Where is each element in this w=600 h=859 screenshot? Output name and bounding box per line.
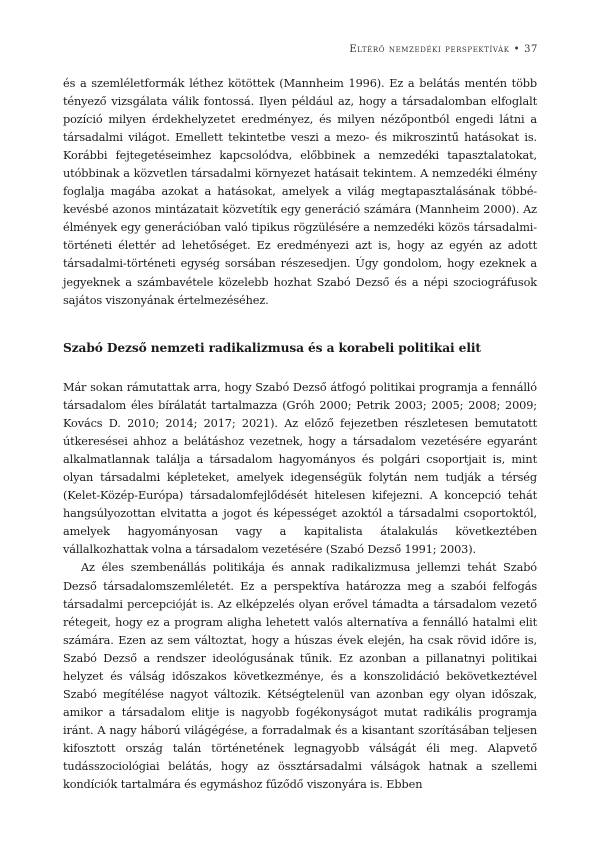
section-heading: Szabó Dezső nemzeti radikalizmusa és a korabeli politikai elit bbox=[63, 341, 481, 355]
body-paragraph: Már sokan rámutattak arra, hogy Szabó Dezső átfogó politikai programja a fennálló társadalom éles bírálatát tartalmazza (Gróh 2000; Petrik 2003; 2005; 2008; 2009; Kovács D. 2010; 2014; 2017; 2021). Az előző fejezetben részletesen bemutatott útkeresései ahhoz a belátáshoz vezetnek, hogy a társadalom vezetésére egyaránt alkalmatlannak találja a társadalom hagyományos és polgári csoportjait is, mint olyan társadalmi képleteket, amelyek idegenségük folytán nem tudják a térség (Kelet-Közép-Európa) társadalomfejlődését hitelesen kifejezni. A koncepció tehát hangsúlyozottan elvitatta a jogot és képességet azoktól a társadalmi csoportoktól, amelyek hagyományosan vagy a kapitalista átalakulás következtében vállalkozhattak volna a társadalom vezetésére (Szabó Dezső 1991; 2003). bbox=[63, 381, 537, 557]
page-number: 37 bbox=[524, 44, 538, 55]
body-paragraph: és a szemléletformák léthez kötöttek (Mannheim 1996). Ez a belátás mentén több tényező vizsgálata válik fontossá. Ilyen például az, hogy a társadalomban elfoglalt pozíció milyen érdekhelyzetet eredményez, és milyen nézőpontból engedi látni a társadalmi világot. Emellett tekintetbe veszi a mezo- és mikroszintű hatásokat is. Korábbi fejtegetéseimhez kapcsolódva, előbbinek a nemzedéki tapasztalatokat, utóbbinak a közvetlen társadalmi környezet hatásait tekintem. A nemzedéki élmény foglalja magába azokat a hatásokat, amelyek a világ megtapasztalásának többé-kevésbé azonos mintázatait közvetítik egy generáció számára (Mannheim 2000). Az élmények egy generációban való tipikus rögzülésére a nemzedéki közös társadalmi-történeti élettér ad lehetőséget. Ez eredményezi azt is, hogy az egyén az adott társadalmi-történeti egység sorsában részesedjen. Úgy gondolom, hogy ezeknek a jegyeknek a számbavétele közelebb hozhat Szabó Dezső és a népi szociográfusok sajátos viszonyának értelmezéséhez. bbox=[63, 77, 537, 307]
section-body bbox=[63, 379, 537, 794]
running-head bbox=[349, 44, 538, 55]
body-paragraph: Az éles szembenállás politikája és annak radikalizmusa jellemzi tehát Szabó Dezső társadalomszemléletét. Ez a perspektíva határozza meg a szabói felfogás társadalmi percepcióját is. Az elképzelés olyan erővel támadta a társadalom vezető rétegeit, hogy ez a program aligha lehetett valós alternatíva a fennálló hatalmi elit számára. Ezen az sem változtat, hogy a húszas évek elején, ha csak rövid időre is, Szabó Dezső a rendszer ideológusának tűnik. Ez azonban a pillanatnyi politikai helyzet és válság időszakos következménye, és a konszolidáció bekövetkeztével Szabó megítélése nagyot változik. Kétségtelenül van azonban egy olyan időszak, amikor a társadalom elitje is nagyobb fogékonyságot mutat radikális programja iránt. A nagy háború világégése, a forradalmak és a kisantant szorításában teljesen kifosztott ország talán történetének legnagyobb válságát éli meg. Alapvető tudásszociológiai belátás, hogy az össztársadalmi válságok hatnak a szellemi kondíciók tartalmára és egymáshoz fűződő viszonyára is. Ebben bbox=[63, 561, 537, 792]
running-title: Eltérő nemzedéki perspektívák bbox=[349, 44, 510, 55]
separator-bullet: • bbox=[513, 44, 521, 55]
body-text-before-section bbox=[63, 75, 537, 310]
